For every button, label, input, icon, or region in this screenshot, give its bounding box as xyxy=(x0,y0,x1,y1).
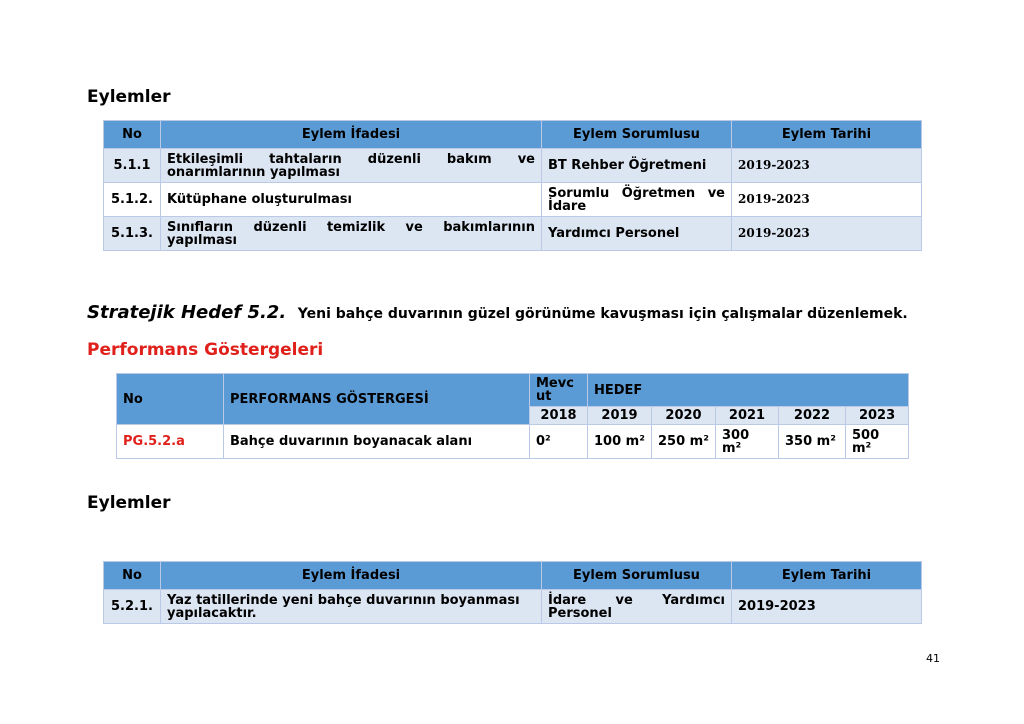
row-action: Sınıfların düzenli temizlik ve bakımlarının yapılması xyxy=(161,217,542,251)
row-owner: BT Rehber Öğretmeni xyxy=(542,149,732,183)
pg-year-2021: 2021 xyxy=(716,407,779,425)
section-heading-eylemler-1: Eylemler xyxy=(87,87,171,107)
col-header-no: No xyxy=(104,121,161,149)
pg-value-2021: 300 m² xyxy=(716,425,779,459)
row-no: 5.2.1. xyxy=(104,590,161,624)
row-date: 2019-2023 xyxy=(732,217,922,251)
row-action: Kütüphane oluşturulması xyxy=(161,183,542,217)
pg-year-2020: 2020 xyxy=(652,407,716,425)
pg-value-2019: 100 m² xyxy=(588,425,652,459)
col-header-action: Eylem İfadesi xyxy=(161,121,542,149)
row-date: 2019-2023 xyxy=(732,149,922,183)
strategic-goal-text: Yeni bahçe duvarının güzel görünüme kavuşması için çalışmalar düzenlemek. xyxy=(297,306,908,322)
row-owner: Yardımcı Personel xyxy=(542,217,732,251)
pg-name: Bahçe duvarının boyanacak alanı xyxy=(224,425,530,459)
table-row xyxy=(117,425,909,459)
col-header-date: Eylem Tarihi xyxy=(732,562,922,590)
row-action: Yaz tatillerinde yeni bahçe duvarının boyanması yapılacaktır. xyxy=(161,590,542,624)
row-action: Etkileşimli tahtaların düzenli bakım ve onarımlarının yapılması xyxy=(161,149,542,183)
pg-year-2018: 2018 xyxy=(530,407,588,425)
pg-value-2022: 350 m² xyxy=(779,425,846,459)
pg-value-2020: 250 m² xyxy=(652,425,716,459)
pg-year-2019: 2019 xyxy=(588,407,652,425)
performance-table xyxy=(116,373,909,459)
table-row xyxy=(104,149,922,183)
row-no: 5.1.1 xyxy=(104,149,161,183)
page-number: 41 xyxy=(926,652,940,665)
table-row xyxy=(104,590,922,624)
col-header-owner: Eylem Sorumlusu xyxy=(542,562,732,590)
table-row xyxy=(104,183,922,217)
pg-value-2023: 500 m² xyxy=(846,425,909,459)
col-header-action: Eylem İfadesi xyxy=(161,562,542,590)
pg-header-current: Mevc ut xyxy=(530,374,588,407)
performance-heading: Performans Göstergeleri xyxy=(87,340,324,360)
col-header-owner: Eylem Sorumlusu xyxy=(542,121,732,149)
row-date: 2019-2023 xyxy=(732,183,922,217)
pg-header-target: HEDEF xyxy=(588,374,909,407)
row-no: 5.1.3. xyxy=(104,217,161,251)
row-date: 2019-2023 xyxy=(732,590,922,624)
col-header-date: Eylem Tarihi xyxy=(732,121,922,149)
actions-table-2 xyxy=(103,561,922,624)
pg-value-2018: 0² xyxy=(530,425,588,459)
row-owner: Sorumlu Öğretmen ve İdare xyxy=(542,183,732,217)
section-heading-eylemler-2: Eylemler xyxy=(87,493,171,513)
pg-year-2022: 2022 xyxy=(779,407,846,425)
row-no: 5.1.2. xyxy=(104,183,161,217)
pg-year-2023: 2023 xyxy=(846,407,909,425)
pg-code: PG.5.2.a xyxy=(117,425,224,459)
col-header-no: No xyxy=(104,562,161,590)
actions-table-1 xyxy=(103,120,922,251)
pg-header-no: No xyxy=(117,374,224,425)
row-owner: İdare ve Yardımcı Personel xyxy=(542,590,732,624)
table-row xyxy=(104,217,922,251)
pg-header-indicator: PERFORMANS GÖSTERGESİ xyxy=(224,374,530,425)
strategic-goal-label: Stratejik Hedef 5.2. xyxy=(87,302,287,323)
strategic-goal xyxy=(87,302,908,323)
